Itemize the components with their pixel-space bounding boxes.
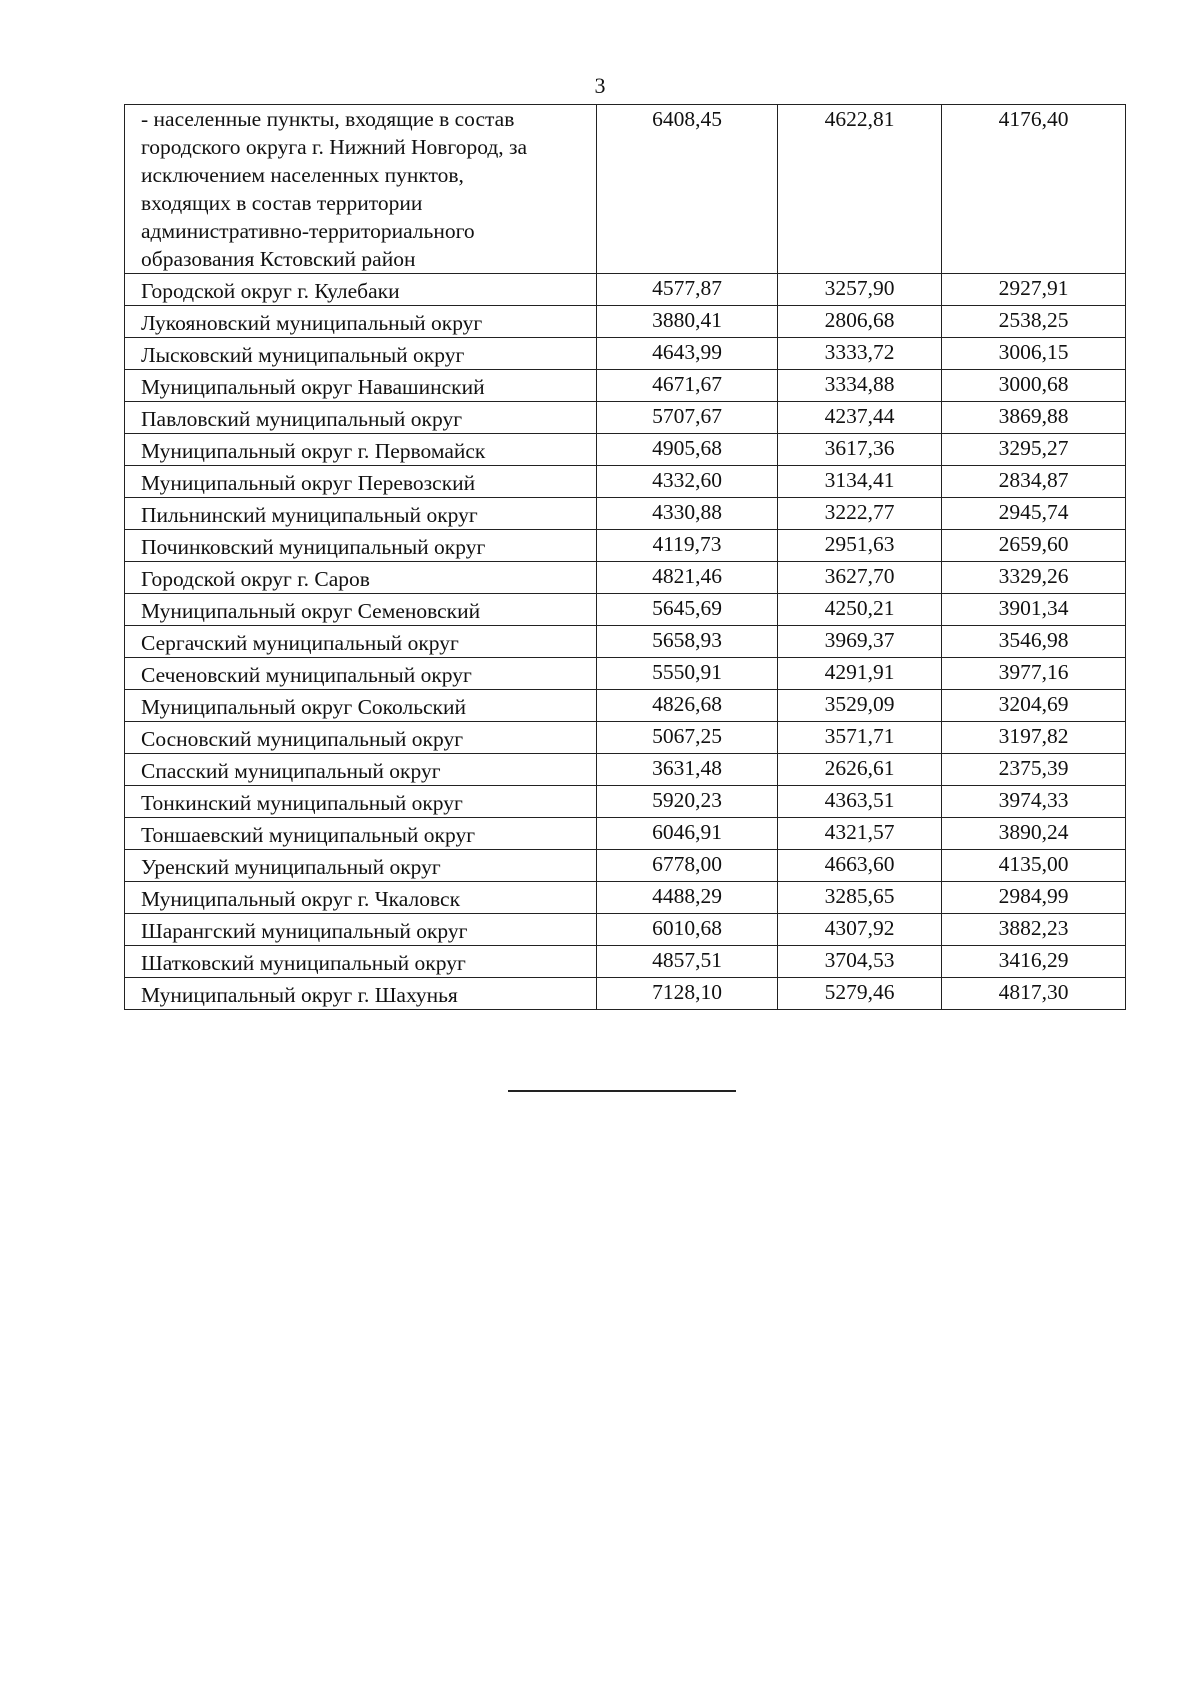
value-cell-3: 3329,26 (942, 562, 1126, 594)
territory-name-line: Сергачский муниципальный округ (141, 631, 459, 655)
value-cell-1: 6778,00 (597, 850, 778, 882)
territory-name-cell (125, 402, 597, 434)
value-cell-2: 3257,90 (778, 274, 942, 306)
territory-name-cell (125, 306, 597, 338)
value-cell-3: 3197,82 (942, 722, 1126, 754)
territory-name-cell (125, 274, 597, 306)
table-row (125, 850, 1126, 882)
value-cell-3: 4817,30 (942, 978, 1126, 1010)
territory-name-cell (125, 370, 597, 402)
territory-name-line: Муниципальный округ Перевозский (141, 471, 476, 495)
territory-name-cell (125, 594, 597, 626)
table-row (125, 498, 1126, 530)
value-cell-2: 4307,92 (778, 914, 942, 946)
value-cell-3: 4176,40 (942, 105, 1126, 274)
value-cell-3: 4135,00 (942, 850, 1126, 882)
territory-name-line: входящих в состав территории (141, 191, 423, 215)
territory-name-line: образования Кстовский район (141, 247, 416, 271)
value-cell-2: 4622,81 (778, 105, 942, 274)
value-cell-2: 4237,44 (778, 402, 942, 434)
end-of-document-rule (508, 1090, 736, 1092)
value-cell-1: 4821,46 (597, 562, 778, 594)
territory-name-line: Уренский муниципальный округ (141, 855, 441, 879)
table-row (125, 914, 1126, 946)
value-cell-1: 4671,67 (597, 370, 778, 402)
value-cell-1: 6408,45 (597, 105, 778, 274)
table-row (125, 658, 1126, 690)
value-cell-2: 4291,91 (778, 658, 942, 690)
value-cell-1: 4826,68 (597, 690, 778, 722)
table-row (125, 274, 1126, 306)
value-cell-1: 5707,67 (597, 402, 778, 434)
value-cell-2: 3134,41 (778, 466, 942, 498)
value-cell-3: 3901,34 (942, 594, 1126, 626)
table-row (125, 946, 1126, 978)
value-cell-3: 3204,69 (942, 690, 1126, 722)
territory-name-line: городского округа г. Нижний Новгород, за (141, 135, 528, 159)
table-row (125, 594, 1126, 626)
value-cell-3: 3295,27 (942, 434, 1126, 466)
value-cell-3: 2945,74 (942, 498, 1126, 530)
territory-name-cell (125, 498, 597, 530)
value-cell-3: 2538,25 (942, 306, 1126, 338)
table-row (125, 882, 1126, 914)
territory-name-line: Починковский муниципальный округ (141, 535, 486, 559)
table-row (125, 786, 1126, 818)
value-cell-2: 4663,60 (778, 850, 942, 882)
value-cell-3: 3546,98 (942, 626, 1126, 658)
value-cell-1: 3631,48 (597, 754, 778, 786)
territory-name-line: Муниципальный округ г. Первомайск (141, 439, 486, 463)
value-cell-2: 4321,57 (778, 818, 942, 850)
territory-name-line: Спасский муниципальный округ (141, 759, 441, 783)
territory-name-cell (125, 850, 597, 882)
value-cell-2: 2951,63 (778, 530, 942, 562)
territory-name-cell (125, 722, 597, 754)
value-cell-2: 2626,61 (778, 754, 942, 786)
territory-name-line: Муниципальный округ Навашинский (141, 375, 485, 399)
value-cell-3: 3882,23 (942, 914, 1126, 946)
territory-name-cell (125, 978, 597, 1010)
value-cell-3: 2927,91 (942, 274, 1126, 306)
table-row (125, 690, 1126, 722)
territory-name-line: Городской округ г. Кулебаки (141, 279, 400, 303)
value-cell-2: 3969,37 (778, 626, 942, 658)
page-number: 3 (594, 73, 606, 98)
value-cell-1: 4905,68 (597, 434, 778, 466)
value-cell-2: 3704,53 (778, 946, 942, 978)
table-row (125, 978, 1126, 1010)
value-cell-1: 4643,99 (597, 338, 778, 370)
table-body (125, 105, 1126, 1010)
value-cell-2: 3222,77 (778, 498, 942, 530)
territory-name-cell (125, 658, 597, 690)
value-cell-1: 4488,29 (597, 882, 778, 914)
value-cell-2: 4363,51 (778, 786, 942, 818)
value-cell-3: 2659,60 (942, 530, 1126, 562)
value-cell-1: 5550,91 (597, 658, 778, 690)
territory-name-line: - населенные пункты, входящие в состав (141, 107, 515, 131)
value-cell-3: 3974,33 (942, 786, 1126, 818)
table-row (125, 754, 1126, 786)
table-row (125, 434, 1126, 466)
territory-name-line: Муниципальный округ г. Шахунья (141, 983, 458, 1007)
value-cell-1: 6010,68 (597, 914, 778, 946)
table-row (125, 722, 1126, 754)
value-cell-1: 4857,51 (597, 946, 778, 978)
value-cell-1: 4577,87 (597, 274, 778, 306)
territory-name-line: Муниципальный округ Семеновский (141, 599, 481, 623)
value-cell-2: 3617,36 (778, 434, 942, 466)
value-cell-3: 3869,88 (942, 402, 1126, 434)
territory-name-line: Пильнинский муниципальный округ (141, 503, 478, 527)
value-cell-2: 3571,71 (778, 722, 942, 754)
data-table (124, 104, 1126, 1010)
territory-name-line: исключением населенных пунктов, (141, 163, 464, 187)
value-cell-2: 3334,88 (778, 370, 942, 402)
territory-name-line: Лысковский муниципальный округ (141, 343, 465, 367)
territory-name-line: Муниципальный округ Сокольский (141, 695, 467, 719)
value-cell-1: 4332,60 (597, 466, 778, 498)
table-row (125, 562, 1126, 594)
value-cell-1: 6046,91 (597, 818, 778, 850)
territory-name-line: Сеченовский муниципальный округ (141, 663, 472, 687)
table-row (125, 626, 1126, 658)
value-cell-2: 3529,09 (778, 690, 942, 722)
territory-name-cell (125, 914, 597, 946)
territory-name-cell (125, 562, 597, 594)
table-row (125, 370, 1126, 402)
table-row (125, 338, 1126, 370)
value-cell-1: 3880,41 (597, 306, 778, 338)
value-cell-1: 4330,88 (597, 498, 778, 530)
territory-name-line: Павловский муниципальный округ (141, 407, 463, 431)
territory-name-line: Городской округ г. Саров (141, 567, 370, 591)
value-cell-2: 3627,70 (778, 562, 942, 594)
value-cell-2: 2806,68 (778, 306, 942, 338)
value-cell-1: 4119,73 (597, 530, 778, 562)
territory-name-line: Шарангский муниципальный округ (141, 919, 468, 943)
territory-name-line: Сосновский муниципальный округ (141, 727, 464, 751)
territory-name-cell (125, 818, 597, 850)
value-cell-2: 4250,21 (778, 594, 942, 626)
territory-name-cell (125, 105, 597, 274)
table-row (125, 402, 1126, 434)
value-cell-1: 5067,25 (597, 722, 778, 754)
table-row (125, 466, 1126, 498)
territory-name-line: Лукояновский муниципальный округ (141, 311, 483, 335)
territory-name-line: административно-территориального (141, 219, 475, 243)
value-cell-1: 5645,69 (597, 594, 778, 626)
table-row (125, 306, 1126, 338)
value-cell-3: 2834,87 (942, 466, 1126, 498)
territory-name-cell (125, 946, 597, 978)
value-cell-3: 3416,29 (942, 946, 1126, 978)
value-cell-3: 3977,16 (942, 658, 1126, 690)
territory-name-line: Муниципальный округ г. Чкаловск (141, 887, 461, 911)
territory-name-cell (125, 530, 597, 562)
value-cell-2: 5279,46 (778, 978, 942, 1010)
territory-name-cell (125, 882, 597, 914)
value-cell-2: 3333,72 (778, 338, 942, 370)
territory-name-line: Тоншаевский муниципальный округ (141, 823, 476, 847)
territory-name-cell (125, 690, 597, 722)
value-cell-1: 5920,23 (597, 786, 778, 818)
territory-name-cell (125, 754, 597, 786)
territory-name-cell (125, 338, 597, 370)
value-cell-3: 2375,39 (942, 754, 1126, 786)
table-row (125, 105, 1126, 274)
territory-name-cell (125, 434, 597, 466)
value-cell-3: 3000,68 (942, 370, 1126, 402)
territory-name-line: Тонкинский муниципальный округ (141, 791, 463, 815)
value-cell-1: 5658,93 (597, 626, 778, 658)
territory-name-cell (125, 626, 597, 658)
table-row (125, 530, 1126, 562)
territory-name-cell (125, 466, 597, 498)
value-cell-3: 3890,24 (942, 818, 1126, 850)
value-cell-1: 7128,10 (597, 978, 778, 1010)
territory-name-cell (125, 786, 597, 818)
value-cell-3: 2984,99 (942, 882, 1126, 914)
table-row (125, 818, 1126, 850)
value-cell-2: 3285,65 (778, 882, 942, 914)
territory-name-line: Шатковский муниципальный округ (141, 951, 466, 975)
value-cell-3: 3006,15 (942, 338, 1126, 370)
